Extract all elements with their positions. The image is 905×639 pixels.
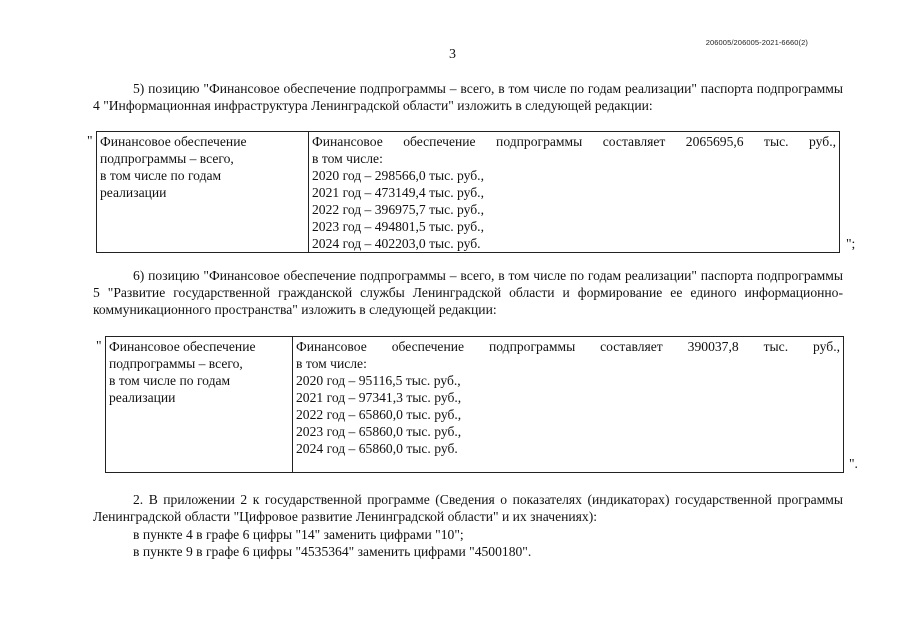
item-2-text: 2. В приложении 2 к государственной программе (Сведения о показателях (индикаторах) государственной программы Ленинградской области "Цифровое развитие Ленинградской области" и их значениях): xyxy=(93,492,843,524)
item-6-year-line: 2023 год – 65860,0 тыс. руб., xyxy=(296,424,462,439)
item-6-close-quote: ". xyxy=(849,456,858,471)
item-5-value-cell xyxy=(309,132,840,253)
item-2-paragraph xyxy=(93,491,843,525)
document-id: 206005/206005-2021-6660(2) xyxy=(705,38,808,47)
item-2-changes xyxy=(93,526,853,560)
item-5-label-line: подпрограммы – всего, xyxy=(100,151,234,166)
item-5-label-cell xyxy=(97,132,309,253)
item-5-paragraph xyxy=(93,80,843,114)
item-6-year-line: 2020 год – 95116,5 тыс. руб., xyxy=(296,373,461,388)
item-6-value-cell xyxy=(293,337,844,473)
item-6-label-line: в том числе по годам xyxy=(109,373,231,388)
item-5-year-line: 2021 год – 473149,4 тыс. руб., xyxy=(312,185,484,200)
item-5-year-line: 2023 год – 494801,5 тыс. руб., xyxy=(312,219,484,234)
item-5-label-line: реализации xyxy=(100,185,167,200)
item-6-year-line: 2021 год – 97341,3 тыс. руб., xyxy=(296,390,462,405)
item-5-close-quote: "; xyxy=(846,236,856,251)
item-5-text: 5) позицию "Финансовое обеспечение подпрограммы – всего, в том числе по годам реализации" паспорта подпрограммы 4 "Информационная инфраструктура Ленинградской области" изложить в следующей редакции: xyxy=(93,81,843,113)
item-6-label-line: подпрограммы – всего, xyxy=(109,356,243,371)
item-6-label-line: реализации xyxy=(109,390,176,405)
item-5-label-line: Финансовое обеспечение xyxy=(100,134,247,149)
item-6-value-line: в том числе: xyxy=(296,356,367,371)
item-5-year-line: 2020 год – 298566,0 тыс. руб., xyxy=(312,168,484,183)
item-6-label-line: Финансовое обеспечение xyxy=(109,339,256,354)
item-5-finance-table xyxy=(96,131,840,253)
item-5-label-line: в том числе по годам xyxy=(100,168,222,183)
item-5-year-line: 2024 год – 402203,0 тыс. руб. xyxy=(312,236,481,251)
item-5-open-quote: " xyxy=(87,133,93,148)
change-line-2: в пункте 9 в графе 6 цифры "4535364" заменить цифрами "4500180". xyxy=(133,544,532,559)
item-6-label-cell xyxy=(106,337,293,473)
item-5-value-line: в том числе: xyxy=(312,151,383,166)
item-6-year-line: 2024 год – 65860,0 тыс. руб. xyxy=(296,441,458,456)
page-number: 3 xyxy=(449,47,456,62)
item-6-finance-table xyxy=(105,336,844,473)
item-6-paragraph xyxy=(93,267,843,318)
item-5-total-line: Финансовое обеспечение подпрограммы составляет 2065695,6 тыс. руб., xyxy=(312,134,836,149)
item-6-year-line: 2022 год – 65860,0 тыс. руб., xyxy=(296,407,462,422)
change-line-1: в пункте 4 в графе 6 цифры "14" заменить цифрами "10"; xyxy=(133,527,464,542)
item-6-total-line: Финансовое обеспечение подпрограммы составляет 390037,8 тыс. руб., xyxy=(296,339,840,354)
item-5-year-line: 2022 год – 396975,7 тыс. руб., xyxy=(312,202,484,217)
item-6-open-quote: " xyxy=(96,338,102,353)
item-6-text: 6) позицию "Финансовое обеспечение подпрограммы – всего, в том числе по годам реализации" паспорта подпрограммы 5 "Развитие государственной гражданской службы Ленинградской области и формирование ее единого информационно-коммуникационного пространства" изложить в следующей редакции: xyxy=(93,268,843,317)
